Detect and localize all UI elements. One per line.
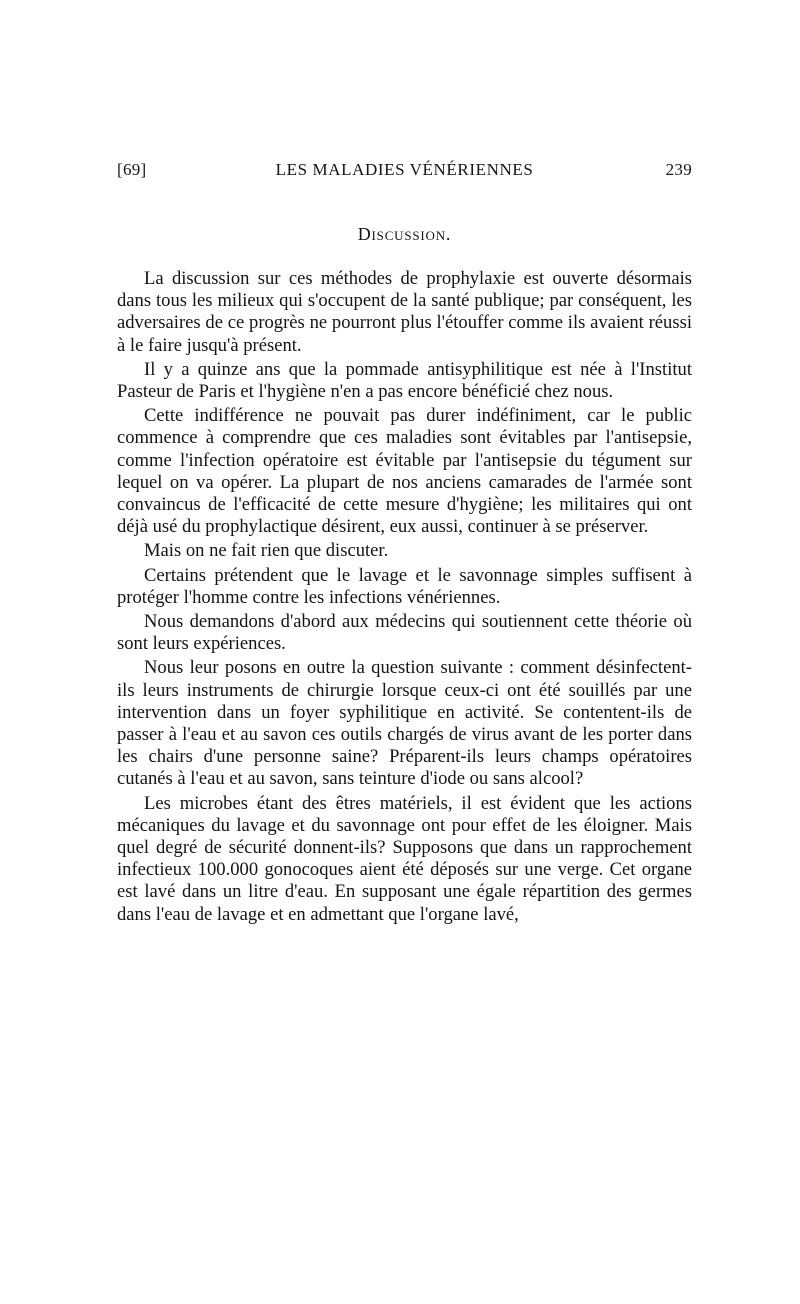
paragraph: Cette indifférence ne pouvait pas durer indéfiniment, car le public commence à comprendre que ces maladies sont évitables par l'antisepsie, comme l'infection opératoire est évitable par l'antisepsie du tégument sur lequel on va opérer. La plupart de nos anciens camarades de l'armée sont convaincus de l'efficacité de cette mesure d'hygiène; les militaires qui ont déjà usé du prophylactique désirent, eux aussi, continuer à se préserver. [117,405,692,538]
body-text [117,268,692,928]
page-number: 239 [665,160,692,179]
paragraph: Nous demandons d'abord aux médecins qui soutiennent cette théorie où sont leurs expériences. [117,611,692,655]
paragraph: La discussion sur ces méthodes de prophylaxie est ouverte désormais dans tous les milieux qui s'occupent de la santé publique; par conséquent, les adversaires de ce progrès ne pourront plus l'étouffer comme ils avaient réussi à le faire jusqu'à présent. [117,268,692,356]
paragraph: Nous leur posons en outre la question suivante : comment désinfectent-ils leurs instruments de chirurgie lorsque ceux-ci ont été souillés par une intervention dans un foyer syphilitique en activité. Se contentent-ils de passer à l'eau et au savon ces outils chargés de virus avant de les porter dans les chairs d'une personne saine? Préparent-ils leurs champs opératoires cutanés à l'eau et au savon, sans teinture d'iode ou sans alcool? [117,657,692,790]
section-title: Discussion. [357,224,452,244]
paragraph: Il y a quinze ans que la pommade antisyphilitique est née à l'Institut Pasteur de Paris et l'hygiène n'en a pas encore bénéficié chez nous. [117,358,692,403]
running-head [117,158,692,182]
paragraph: Les microbes étant des êtres matériels, il est évident que les actions mécaniques du lavage et du savonnage ont pour effet de les éloigner. Mais quel degré de sécurité donnent-ils? Supposons que dans un rapprochement infectieux 100.000 gonocoques aient été déposés sur une verge. Cet organe est lavé dans un litre d'eau. En supposant une égale répartition des germes dans l'eau de lavage et en admettant que l'organe lavé, [117,792,692,925]
paragraph: Certains prétendent que le lavage et le savonnage simples suffisent à protéger l'homme contre les infections vénériennes. [117,564,692,608]
paragraph: Mais on ne fait rien que discuter. [144,540,389,562]
running-title: LES MALADIES VÉNÉRIENNES [275,160,534,179]
chapter-number: [69] [117,160,147,179]
